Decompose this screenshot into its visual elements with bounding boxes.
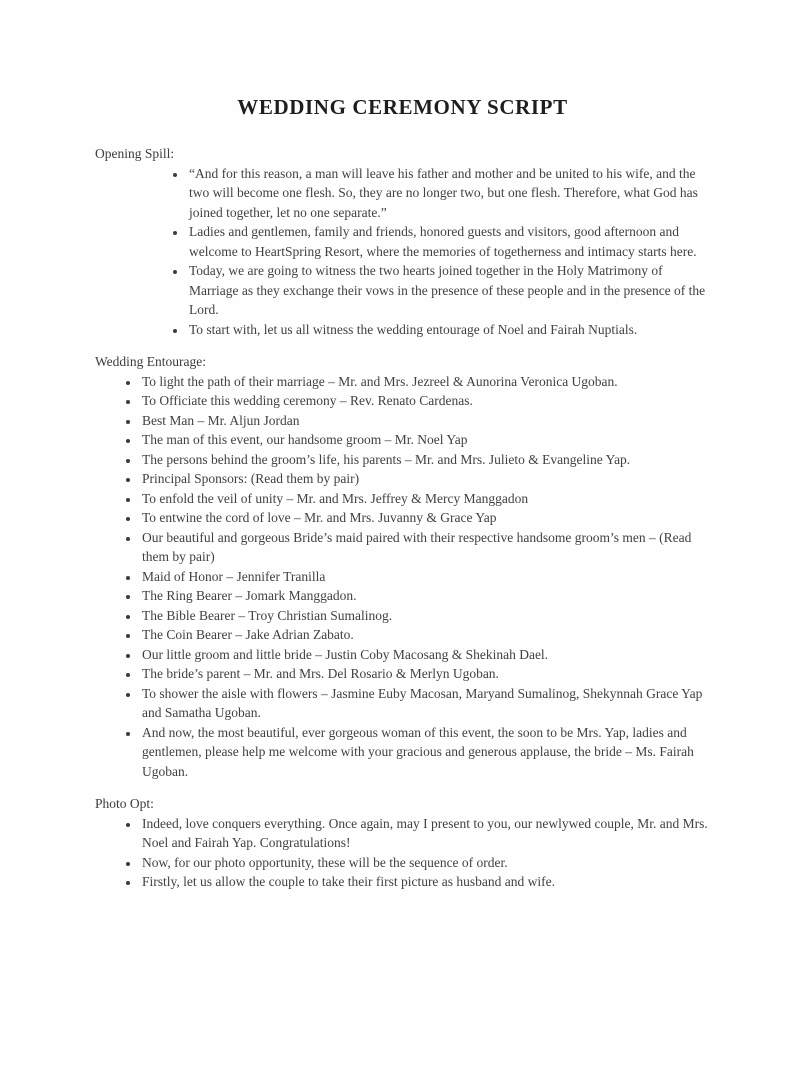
- bullet-list: [95, 814, 710, 892]
- bullet-item: • The man of this event, our handsome groom – Mr. Noel Yap: [140, 430, 710, 450]
- bullet-item: • To start with, let us all witness the wedding entourage of Noel and Fairah Nuptials.: [187, 320, 710, 340]
- section-heading: Opening Spill:: [95, 146, 175, 161]
- bullet-item: • Principal Sponsors: (Read them by pair): [140, 469, 710, 489]
- bullet-item: • The persons behind the groom’s life, his parents – Mr. and Mrs. Julieto & Evangeline Yap.: [140, 450, 710, 470]
- bullet-item: • Our little groom and little bride – Justin Coby Macosang & Shekinah Dael.: [140, 645, 710, 665]
- bullet-item: • Indeed, love conquers everything. Once again, may I present to you, our newlywed couple, Mr. and Mrs. Noel and Fairah Yap. Congratulations!: [140, 814, 710, 853]
- section: [95, 794, 710, 892]
- bullet-item: • Maid of Honor – Jennifer Tranilla: [140, 567, 710, 587]
- document-title: WEDDING CEREMONY SCRIPT: [237, 95, 568, 119]
- bullet-item: • The bride’s parent – Mr. and Mrs. Del Rosario & Merlyn Ugoban.: [140, 664, 710, 684]
- bullet-item: • To light the path of their marriage – Mr. and Mrs. Jezreel & Aunorina Veronica Ugoban.: [140, 372, 710, 392]
- section-heading: Wedding Entourage:: [95, 354, 207, 369]
- bullet-item: • To shower the aisle with flowers – Jasmine Euby Macosan, Maryand Sumalinog, Shekynnah Grace Yap and Samatha Ugoban.: [140, 684, 710, 723]
- sections: [95, 144, 710, 892]
- bullet-item: • To enfold the veil of unity – Mr. and Mrs. Jeffrey & Mercy Manggadon: [140, 489, 710, 509]
- bullet-item: • Now, for our photo opportunity, these will be the sequence of order.: [140, 853, 710, 873]
- section: [95, 144, 710, 339]
- bullet-item: • The Coin Bearer – Jake Adrian Zabato.: [140, 625, 710, 645]
- bullet-item: • To Officiate this wedding ceremony – Rev. Renato Cardenas.: [140, 391, 710, 411]
- bullet-item: • To entwine the cord of love – Mr. and Mrs. Juvanny & Grace Yap: [140, 508, 710, 528]
- bullet-list: [95, 372, 710, 782]
- section-heading: Photo Opt:: [95, 796, 154, 811]
- section: [95, 352, 710, 781]
- bullet-item: • Today, we are going to witness the two hearts joined together in the Holy Matrimony of Marriage as they exchange their vows in the presence of these people and in the presence of the Lord.: [187, 261, 710, 320]
- bullet-item: • Firstly, let us allow the couple to take their first picture as husband and wife.: [140, 872, 710, 892]
- bullet-item: • And now, the most beautiful, ever gorgeous woman of this event, the soon to be Mrs. Yap, ladies and gentlemen, please help me welcome with your gracious and generous applause, the bride – Ms. Fairah Ugoban.: [140, 723, 710, 782]
- bullet-item: • The Bible Bearer – Troy Christian Sumalinog.: [140, 606, 710, 626]
- bullet-item: • Ladies and gentlemen, family and friends, honored guests and visitors, good afternoon and welcome to HeartSpring Resort, where the memories of togetherness and intimacy starts here.: [187, 222, 710, 261]
- bullet-list: [95, 164, 710, 340]
- bullet-item: • Best Man – Mr. Aljun Jordan: [140, 411, 710, 431]
- bullet-item: • The Ring Bearer – Jomark Manggadon.: [140, 586, 710, 606]
- bullet-item: • Our beautiful and gorgeous Bride’s maid paired with their respective handsome groom’s men – (Read them by pair): [140, 528, 710, 567]
- bullet-item: • “And for this reason, a man will leave his father and mother and be united to his wife, and the two will become one flesh. So, they are no longer two, but one flesh. Therefore, what God has joined together, let no one separate.”: [187, 164, 710, 223]
